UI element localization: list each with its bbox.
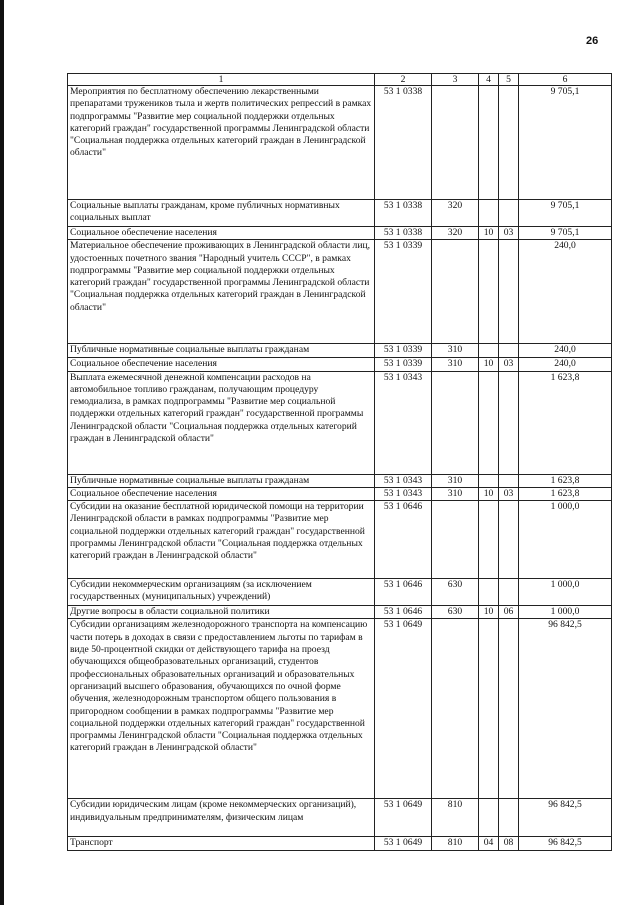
cell-subsection xyxy=(499,86,519,200)
cell-expense-type: 310 xyxy=(432,344,479,358)
cell-target-article: 53 1 0338 xyxy=(375,86,432,200)
cell-section: 10 xyxy=(479,358,499,371)
cell-expense-type xyxy=(432,619,479,799)
cell-target-article: 53 1 0338 xyxy=(375,200,432,227)
cell-target-article: 53 1 0649 xyxy=(375,799,432,837)
cell-amount: 9 705,1 xyxy=(519,200,612,227)
cell-subsection xyxy=(499,474,519,487)
cell-description: Субсидии на оказание бесплатной юридической помощи на территории Ленинградской области в рамках подпрограммы "Развитие мер социальной поддержки отдельных категорий граждан" государственной программы Ленинградской области "Социальная поддержка отдельных категорий граждан в Ленинградской области" xyxy=(68,501,375,579)
cell-target-article: 53 1 0646 xyxy=(375,606,432,619)
cell-target-article: 53 1 0343 xyxy=(375,371,432,474)
table-row xyxy=(68,474,612,487)
table-row xyxy=(68,619,612,799)
cell-expense-type xyxy=(432,86,479,200)
cell-amount: 9 705,1 xyxy=(519,86,612,200)
cell-subsection: 03 xyxy=(499,487,519,500)
cell-amount: 240,0 xyxy=(519,240,612,344)
cell-target-article: 53 1 0339 xyxy=(375,358,432,371)
cell-target-article: 53 1 0339 xyxy=(375,240,432,344)
cell-amount: 1 000,0 xyxy=(519,501,612,579)
cell-description: Публичные нормативные социальные выплаты гражданам xyxy=(68,474,375,487)
header-cell: 2 xyxy=(375,74,432,86)
cell-amount: 240,0 xyxy=(519,358,612,371)
cell-amount: 96 842,5 xyxy=(519,799,612,837)
cell-target-article: 53 1 0343 xyxy=(375,474,432,487)
table-row xyxy=(68,344,612,358)
cell-target-article: 53 1 0649 xyxy=(375,619,432,799)
cell-expense-type: 810 xyxy=(432,799,479,837)
cell-section xyxy=(479,579,499,606)
cell-expense-type xyxy=(432,371,479,474)
cell-amount: 1 623,8 xyxy=(519,474,612,487)
header-cell: 3 xyxy=(432,74,479,86)
cell-description: Мероприятия по бесплатному обеспечению лекарственными препаратами тружеников тыла и жертв политических репрессий в рамках подпрограммы "Развитие мер социальной поддержки отдельных категорий граждан" государственной программы Ленинградской области "Социальная поддержка отдельных категорий граждан в Ленинградской области" xyxy=(68,86,375,200)
cell-section xyxy=(479,371,499,474)
cell-amount: 1 000,0 xyxy=(519,606,612,619)
cell-expense-type xyxy=(432,501,479,579)
cell-amount: 96 842,5 xyxy=(519,837,612,851)
cell-section xyxy=(479,344,499,358)
cell-subsection xyxy=(499,240,519,344)
cell-subsection xyxy=(499,501,519,579)
cell-target-article: 53 1 0343 xyxy=(375,487,432,500)
cell-amount: 1 000,0 xyxy=(519,579,612,606)
cell-section xyxy=(479,501,499,579)
cell-description: Транспорт xyxy=(68,837,375,851)
cell-subsection xyxy=(499,579,519,606)
cell-description: Субсидии организациям железнодорожного транспорта на компенсацию части потерь в доходах в связи с предоставлением льготы по тарифам в виде 50-процентной скидки от действующего тарифа на проезд обучающихся общеобразовательных организаций, студентов профессиональных образовательных организаций и образовательных организаций высшего образования, обучающихся по очной форме обучения, железнодорожным транспортом общего пользования в пригородном сообщении в рамках подпрограммы "Развитие мер социальной поддержки отдельных категорий граждан" государственной программы Ленинградской области "Социальная поддержка отдельных категорий граждан в Ленинградской области" xyxy=(68,619,375,799)
cell-amount: 1 623,8 xyxy=(519,487,612,500)
cell-section xyxy=(479,86,499,200)
table-row xyxy=(68,606,612,619)
table-row xyxy=(68,501,612,579)
cell-expense-type: 630 xyxy=(432,606,479,619)
header-cell: 5 xyxy=(499,74,519,86)
cell-description: Социальные выплаты гражданам, кроме публичных нормативных социальных выплат xyxy=(68,200,375,227)
table-row xyxy=(68,240,612,344)
cell-description: Другие вопросы в области социальной политики xyxy=(68,606,375,619)
cell-description: Социальное обеспечение населения xyxy=(68,487,375,500)
table-row xyxy=(68,371,612,474)
cell-description: Социальное обеспечение населения xyxy=(68,227,375,240)
cell-section: 04 xyxy=(479,837,499,851)
cell-section: 10 xyxy=(479,227,499,240)
cell-amount: 1 623,8 xyxy=(519,371,612,474)
cell-target-article: 53 1 0649 xyxy=(375,837,432,851)
cell-subsection: 03 xyxy=(499,358,519,371)
table-row xyxy=(68,837,612,851)
header-cell: 4 xyxy=(479,74,499,86)
cell-target-article: 53 1 0646 xyxy=(375,579,432,606)
table-row xyxy=(68,799,612,837)
table-row xyxy=(68,227,612,240)
table-row xyxy=(68,487,612,500)
header-cell: 1 xyxy=(68,74,375,86)
cell-expense-type: 310 xyxy=(432,487,479,500)
cell-expense-type: 320 xyxy=(432,227,479,240)
cell-section xyxy=(479,200,499,227)
cell-target-article: 53 1 0339 xyxy=(375,344,432,358)
cell-description: Социальное обеспечение населения xyxy=(68,358,375,371)
cell-section: 10 xyxy=(479,606,499,619)
cell-description: Субсидии юридическим лицам (кроме некоммерческих организаций), индивидуальным предпринимателям, физическим лицам xyxy=(68,799,375,837)
cell-subsection: 03 xyxy=(499,227,519,240)
header-row xyxy=(68,74,612,86)
cell-section xyxy=(479,619,499,799)
cell-section xyxy=(479,799,499,837)
cell-target-article: 53 1 0338 xyxy=(375,227,432,240)
cell-section xyxy=(479,474,499,487)
page-number: 26 xyxy=(586,35,599,47)
cell-amount: 240,0 xyxy=(519,344,612,358)
cell-subsection xyxy=(499,619,519,799)
cell-expense-type: 310 xyxy=(432,358,479,371)
cell-section xyxy=(479,240,499,344)
cell-expense-type: 310 xyxy=(432,474,479,487)
cell-amount: 96 842,5 xyxy=(519,619,612,799)
cell-subsection: 08 xyxy=(499,837,519,851)
cell-amount: 9 705,1 xyxy=(519,227,612,240)
cell-subsection xyxy=(499,799,519,837)
cell-expense-type: 810 xyxy=(432,837,479,851)
table-row xyxy=(68,200,612,227)
cell-subsection xyxy=(499,371,519,474)
cell-target-article: 53 1 0646 xyxy=(375,501,432,579)
cell-description: Материальное обеспечение проживающих в Ленинградской области лиц, удостоенных почетного звания "Народный учитель СССР", в рамках подпрограммы "Развитие мер социальной поддержки отдельных категорий граждан" государственной программы Ленинградской области "Социальная поддержка отдельных категорий граждан в Ленинградской области" xyxy=(68,240,375,344)
cell-subsection: 06 xyxy=(499,606,519,619)
table-row xyxy=(68,579,612,606)
cell-description: Выплата ежемесячной денежной компенсации расходов на автомобильное топливо гражданам, получающим процедуру гемодиализа, в рамках подпрограммы "Развитие мер социальной поддержки отдельных категорий граждан" государственной программы Ленинградской области "Социальная поддержка отдельных категорий граждан в Ленинградской области" xyxy=(68,371,375,474)
cell-expense-type: 320 xyxy=(432,200,479,227)
cell-subsection xyxy=(499,344,519,358)
scan-edge xyxy=(0,0,4,905)
budget-table xyxy=(67,73,612,851)
table-row xyxy=(68,86,612,200)
cell-description: Субсидии некоммерческим организациям (за исключением государственных (муниципальных) учреждений) xyxy=(68,579,375,606)
header-cell: 6 xyxy=(519,74,612,86)
cell-subsection xyxy=(499,200,519,227)
table-row xyxy=(68,358,612,371)
cell-section: 10 xyxy=(479,487,499,500)
cell-description: Публичные нормативные социальные выплаты гражданам xyxy=(68,344,375,358)
cell-expense-type: 630 xyxy=(432,579,479,606)
cell-expense-type xyxy=(432,240,479,344)
